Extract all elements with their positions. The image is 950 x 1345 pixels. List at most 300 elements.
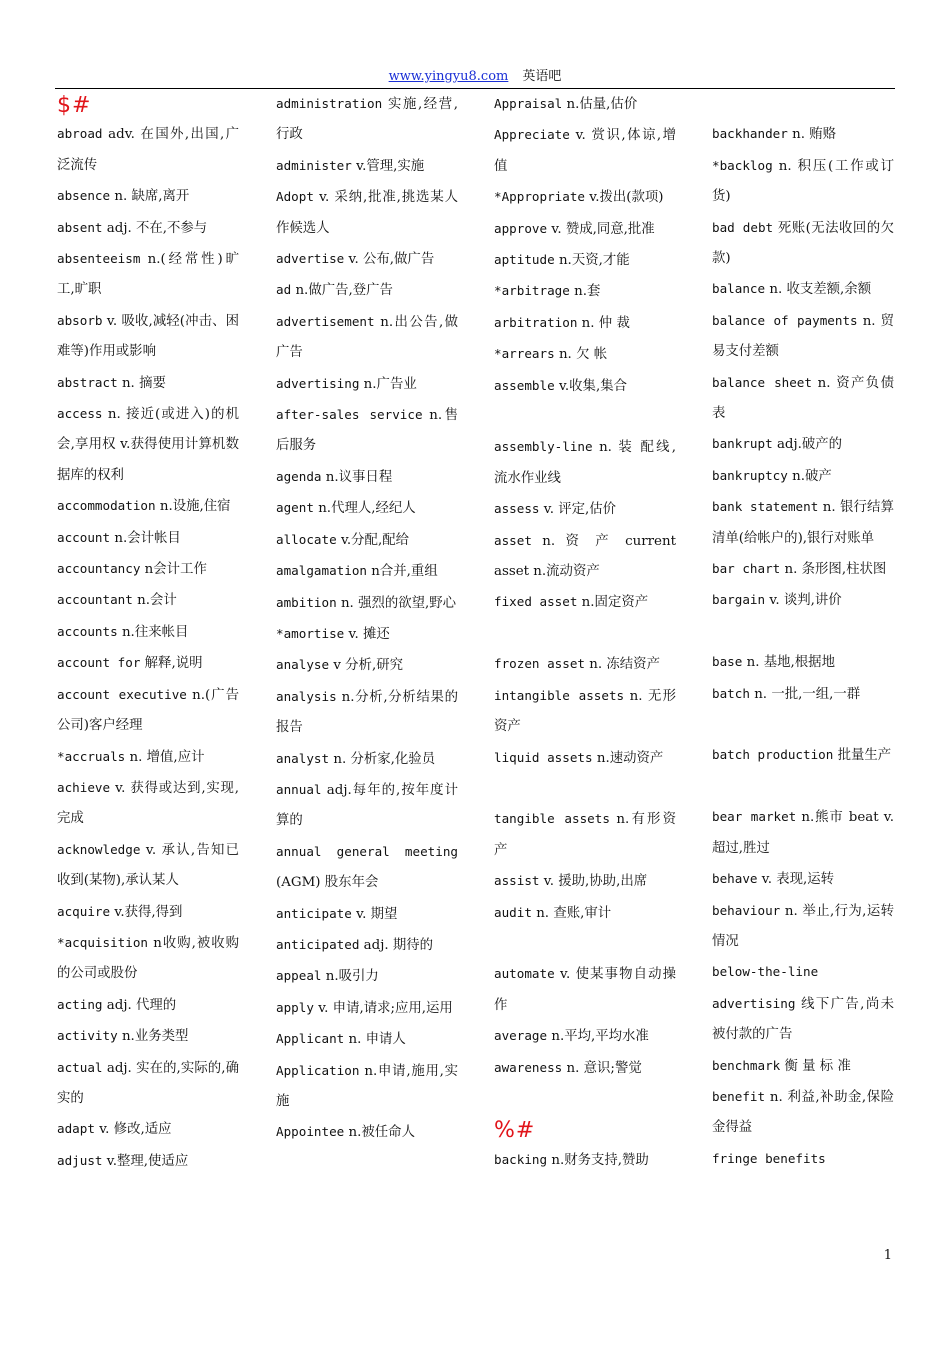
entry-definition: n. 申请人 <box>348 1032 406 1048</box>
entry-term: intangible assets <box>494 687 625 703</box>
entry-definition: v. 采纳,批准,挑选某人作候选人 <box>276 190 458 236</box>
entry-term: arbitration <box>494 314 578 330</box>
entry-term: Appointee <box>276 1124 345 1140</box>
entry-term: behaviour <box>712 902 781 918</box>
entry-term: after-sales service <box>276 407 423 423</box>
entry-definition: n.业务类型 <box>121 1029 189 1045</box>
glossary-entry <box>57 835 239 897</box>
glossary-entry <box>276 588 458 619</box>
entry-term: acquire <box>57 903 111 919</box>
glossary-entry <box>57 181 239 212</box>
entry-term: asset <box>494 532 532 548</box>
glossary-entry <box>712 896 894 958</box>
entry-definition: v. 评定,估价 <box>543 502 617 518</box>
glossary-entry <box>712 864 894 895</box>
entry-definition: n.出公告,做广告 <box>276 314 458 361</box>
entry-term: batch production <box>712 747 834 763</box>
entry-term: benefit <box>712 1088 766 1104</box>
column-4 <box>712 89 894 1175</box>
glossary-entry <box>57 742 239 773</box>
glossary-entry <box>712 151 894 213</box>
glossary-entry <box>494 308 676 339</box>
entry-term: assess <box>494 501 540 517</box>
entry-definition: 线下广告,尚未被付款的广告 <box>712 996 894 1043</box>
entry-definition: v.管理,实施 <box>356 158 425 174</box>
glossary-entry <box>57 897 239 928</box>
section-heading: $# <box>57 93 92 118</box>
entry-definition: adj. 代理的 <box>106 997 177 1013</box>
entry-definition: n.广告业 <box>363 376 417 392</box>
glossary-entry <box>276 244 458 275</box>
entry-definition: n. 冻结资产 <box>589 657 660 673</box>
entry-definition: n.(经常性)旷工,旷职 <box>57 252 239 298</box>
entry-definition: n.会计 <box>137 593 177 609</box>
entry-definition: n.天资,才能 <box>558 253 630 269</box>
glossary-entry <box>276 1024 458 1055</box>
glossary-entry <box>276 1056 458 1118</box>
entry-definition: 批量生产 <box>837 748 892 764</box>
spacer <box>712 617 894 647</box>
entry-term: approve <box>494 220 548 236</box>
entry-definition: (AGM) 股东年会 <box>276 875 379 891</box>
glossary-entry <box>276 837 458 899</box>
entry-definition: v.分配,配给 <box>340 532 409 548</box>
entry-term: acting <box>57 996 103 1012</box>
glossary-entry <box>712 368 894 430</box>
spacer <box>494 929 676 959</box>
glossary-entry <box>712 957 894 988</box>
glossary-entry <box>276 462 458 493</box>
entry-definition: n.平均,平均水准 <box>551 1029 649 1045</box>
entry-term: Application <box>276 1062 360 1078</box>
glossary-entry <box>712 554 894 585</box>
glossary-entry <box>712 647 894 678</box>
entry-term: absorb <box>57 312 103 328</box>
entry-definition: n. 贿赂 <box>792 127 837 143</box>
spacer <box>712 772 894 802</box>
glossary-entry <box>494 649 676 680</box>
glossary-entry <box>494 120 676 182</box>
entry-definition: n. 资产负债表 <box>712 375 894 422</box>
entry-term: Applicant <box>276 1031 345 1047</box>
entry-definition: n.(广告公司)客户经理 <box>57 687 239 734</box>
glossary-entry <box>712 1051 894 1082</box>
entry-definition: n. 资 产 current asset n.流动资产 <box>494 533 676 580</box>
entry-term: access <box>57 406 103 422</box>
entry-definition: adv. 在国外,出国,广泛流传 <box>57 127 239 173</box>
glossary-entry <box>712 1082 894 1144</box>
spacer <box>712 89 894 119</box>
entry-definition: v 分析,研究 <box>333 658 403 674</box>
entry-term: advertisement <box>276 313 375 329</box>
entry-definition: n.被任命人 <box>348 1125 415 1141</box>
entry-definition: n. 意识;警觉 <box>566 1060 642 1076</box>
glossary-entry <box>276 993 458 1024</box>
entry-term: behave <box>712 871 758 887</box>
entry-term: Appraisal <box>494 96 563 111</box>
glossary-entry <box>494 743 676 774</box>
glossary-entry <box>712 585 894 616</box>
entry-term: *arbitrage <box>494 283 570 299</box>
entry-term: audit <box>494 904 532 920</box>
entry-definition: n. 基地,根据地 <box>746 655 835 671</box>
glossary-entry <box>57 1114 239 1145</box>
glossary-entry <box>712 461 894 492</box>
entry-definition: n.售后服务 <box>276 408 459 454</box>
entry-term: accountancy <box>57 561 141 577</box>
glossary-entry <box>494 182 676 213</box>
glossary-entry <box>57 119 239 181</box>
entry-definition: n. 利益,补助金,保险金得益 <box>712 1089 894 1136</box>
entry-definition: 解释,说明 <box>144 656 203 672</box>
entry-definition: n. 查账,审计 <box>536 905 612 921</box>
column-2 <box>276 89 458 1149</box>
glossary-entry <box>276 744 458 775</box>
entry-term: analyse <box>276 657 330 673</box>
entry-definition: n.财务支持,赞助 <box>551 1152 649 1168</box>
entry-definition: n. 仲 裁 <box>581 315 630 331</box>
glossary-entry <box>494 1053 676 1084</box>
entry-term: benchmark <box>712 1057 781 1073</box>
entry-definition: n.估量,估价 <box>566 97 638 112</box>
spacer <box>494 1084 676 1114</box>
entry-term: appeal <box>276 968 322 984</box>
entry-definition: n.代理人,经纪人 <box>318 501 416 517</box>
entry-term: bankrupt <box>712 436 773 452</box>
glossary-entry <box>276 1117 458 1148</box>
section-heading: %# <box>494 1118 536 1144</box>
entry-definition: n.做广告,登广告 <box>295 283 393 299</box>
entry-term: assembly-line <box>494 439 593 455</box>
glossary-entry <box>276 556 458 587</box>
page-header <box>55 68 895 89</box>
glossary-entry <box>57 1053 239 1115</box>
entry-definition: v. 赞成,同意,批准 <box>551 221 655 237</box>
entry-term: batch <box>712 685 750 701</box>
glossary-entry <box>712 119 894 150</box>
entry-term: absenteeism <box>57 251 141 267</box>
glossary-entry <box>494 276 676 307</box>
glossary-entry <box>57 617 239 648</box>
entry-term: annual general meeting <box>276 843 458 859</box>
glossary-entry <box>276 682 458 744</box>
entry-term: awareness <box>494 1059 563 1075</box>
entry-term: bankruptcy <box>712 467 788 483</box>
entry-term: *backlog <box>712 157 773 173</box>
entry-term: agent <box>276 500 314 516</box>
entry-definition: adj.每年的,按年度计算的 <box>276 782 458 829</box>
entry-term: administer <box>276 157 352 173</box>
entry-definition: n.会计帐目 <box>114 530 181 546</box>
entry-term: assist <box>494 873 540 889</box>
entry-term: apply <box>276 999 314 1015</box>
entry-definition: v. 修改,适应 <box>99 1122 172 1138</box>
entry-term: tangible assets <box>494 811 610 827</box>
entry-definition: n.套 <box>574 284 601 300</box>
entry-definition: n. 欠 帐 <box>558 347 608 363</box>
entry-definition: v. 赏识,体谅,增值 <box>494 128 676 174</box>
glossary-entry <box>712 306 894 368</box>
glossary-entry <box>276 961 458 992</box>
glossary-entry <box>276 369 458 400</box>
glossary-entry <box>57 554 239 585</box>
entry-term: *accruals <box>57 748 126 764</box>
entry-definition: n. 举止,行为,运转情况 <box>712 903 894 949</box>
entry-term: advertising <box>712 995 796 1011</box>
entry-term: account executive <box>57 686 187 702</box>
entry-term: amalgamation <box>276 563 367 579</box>
entry-term: acknowledge <box>57 841 141 857</box>
glossary-entry <box>712 213 894 275</box>
entry-term: achieve <box>57 779 111 795</box>
entry-definition: n. 增值,应计 <box>129 749 205 765</box>
glossary-entry <box>276 899 458 930</box>
entry-definition: n会计工作 <box>144 562 207 578</box>
entry-definition: n. 无形资产 <box>494 688 676 735</box>
entry-definition: 死账(无法收回的欠款) <box>712 220 894 267</box>
entry-definition: n.往来帐目 <box>121 624 189 640</box>
entry-definition: adj. 实在的,实际的,确实的 <box>57 1060 239 1106</box>
glossary-entry <box>494 866 676 897</box>
glossary-entry <box>494 1021 676 1052</box>
column-1 <box>57 89 239 1177</box>
entry-term: balance sheet <box>712 374 812 390</box>
site-name: 英语吧 <box>522 69 562 84</box>
glossary-entry <box>712 492 894 554</box>
entry-definition: n. 分析家,化验员 <box>333 751 436 767</box>
entry-definition: v. 承认,告知已收到(某物),承认某人 <box>57 842 239 889</box>
glossary-entry <box>276 619 458 650</box>
entry-term: below-the-line <box>712 964 819 980</box>
entry-term: fringe benefits <box>712 1150 826 1166</box>
glossary-entry <box>276 775 458 837</box>
entry-definition: v. 谈判,讲价 <box>769 593 842 609</box>
glossary-entry <box>276 275 458 306</box>
entry-definition: v. 吸收,减轻(冲击、困难等)作用或影响 <box>57 313 240 360</box>
entry-term: accounts <box>57 623 118 639</box>
glossary-entry <box>57 1146 239 1177</box>
entry-term: annual <box>276 781 322 797</box>
glossary-entry <box>494 959 676 1021</box>
entry-definition: v.整理,使适应 <box>106 1153 189 1169</box>
glossary-entry <box>276 493 458 524</box>
glossary-entry <box>57 990 239 1021</box>
glossary-entry <box>57 585 239 616</box>
entry-definition: n.熊市 beat v. 超过,胜过 <box>712 810 894 856</box>
glossary-entry <box>57 773 239 835</box>
glossary-entry <box>57 213 239 244</box>
glossary-entry <box>276 151 458 182</box>
entry-definition: v. 公布,做广告 <box>348 252 435 268</box>
glossary-entry <box>494 898 676 929</box>
glossary-entry <box>712 679 894 710</box>
entry-definition: n. 条形图,柱状图 <box>784 562 887 578</box>
entry-definition: n. 贸易支付差额 <box>712 313 895 360</box>
entry-term: *acquisition <box>57 934 148 950</box>
column-3 <box>494 89 676 1176</box>
entry-definition: 衡 量 标 准 <box>784 1058 851 1074</box>
glossary-entry <box>494 526 676 588</box>
entry-definition: v. 摊还 <box>348 626 390 642</box>
entry-definition: v. 期望 <box>356 906 398 922</box>
entry-term: fixed asset <box>494 594 578 610</box>
glossary-entry <box>57 680 239 742</box>
entry-term: absence <box>57 188 111 204</box>
entry-term: bargain <box>712 592 766 608</box>
entry-definition: n.固定资产 <box>581 595 649 611</box>
entry-definition: adj.破产的 <box>776 437 843 453</box>
entry-term: adjust <box>57 1152 103 1168</box>
entry-term: aptitude <box>494 252 555 268</box>
entry-definition: n. 缺席,离开 <box>114 189 190 205</box>
entry-definition: n.申请,施用,实施 <box>276 1063 458 1109</box>
entry-term: anticipated <box>276 936 360 952</box>
entry-term: backing <box>494 1151 548 1167</box>
entry-definition: n. 积压(工作或订货) <box>712 158 894 205</box>
entry-term: ad <box>276 282 292 298</box>
entry-definition: v. 表现,运转 <box>761 872 835 888</box>
glossary-entry <box>57 491 239 522</box>
glossary-entry <box>276 182 458 244</box>
glossary-entry <box>57 368 239 399</box>
entry-term: analysis <box>276 688 337 704</box>
entry-term: activity <box>57 1028 118 1044</box>
entry-definition: v. 获得或达到,实现,完成 <box>57 780 239 827</box>
entry-term: frozen asset <box>494 656 585 672</box>
glossary-entry <box>494 339 676 370</box>
entry-definition: adj. 不在,不参与 <box>106 220 208 236</box>
page-number: 1 <box>883 1248 892 1263</box>
entry-term: actual <box>57 1059 103 1075</box>
entry-definition: n合并,重组 <box>371 564 438 580</box>
entry-term: bar chart <box>712 561 781 577</box>
entry-term: assemble <box>494 377 555 393</box>
glossary-entry <box>712 274 894 305</box>
entry-term: backhander <box>712 126 788 142</box>
entry-definition: n.设施,住宿 <box>159 499 231 515</box>
glossary-entry <box>57 523 239 554</box>
glossary-entry <box>712 802 894 864</box>
glossary-entry <box>494 494 676 525</box>
entry-definition: 实施,经营,行政 <box>276 97 458 143</box>
entry-definition: n. 收支差额,余额 <box>769 282 872 298</box>
entry-term: Appreciate <box>494 127 570 143</box>
entry-definition: n.分析,分析结果的报告 <box>276 689 458 736</box>
glossary-entry <box>494 1145 676 1176</box>
entry-definition: v.拨出(款项) <box>589 190 664 206</box>
glossary-entry <box>57 244 239 306</box>
entry-definition: n. 银行结算清单(给帐户的),银行对账单 <box>712 500 894 546</box>
entry-term: bank statement <box>712 499 819 515</box>
entry-term: balance of payments <box>712 312 858 328</box>
entry-definition: v.收集,集合 <box>558 378 627 394</box>
entry-term: average <box>494 1028 548 1044</box>
entry-term: balance <box>712 281 766 297</box>
entry-definition: n.有形资产 <box>494 812 676 858</box>
glossary-entry <box>494 432 676 494</box>
entry-term: *Appropriate <box>494 189 585 205</box>
entry-definition: n. 接近(或进入)的机会,享用权 v.获得使用计算机数据库的权利 <box>57 407 239 483</box>
glossary-entry <box>276 650 458 681</box>
entry-term: agenda <box>276 468 322 484</box>
entry-definition: n.吸引力 <box>325 969 379 985</box>
entry-definition: n. 摘要 <box>121 375 166 391</box>
entry-term: allocate <box>276 531 337 547</box>
entry-definition: v. 申请,请求;应用,运用 <box>318 1000 453 1016</box>
spacer <box>494 619 676 649</box>
glossary-entry <box>57 306 239 368</box>
entry-term: anticipate <box>276 905 352 921</box>
glossary-entry <box>57 648 239 679</box>
glossary-entry <box>494 245 676 276</box>
glossary-entry <box>712 1144 894 1175</box>
entry-definition: n.议事日程 <box>325 469 393 485</box>
entry-definition: adj. 期待的 <box>363 937 434 953</box>
glossary-entry <box>494 804 676 866</box>
entry-term: bear market <box>712 809 797 825</box>
entry-term: Adopt <box>276 189 314 205</box>
entry-term: base <box>712 654 743 670</box>
glossary-entry <box>276 930 458 961</box>
entry-term: *amortise <box>276 625 345 641</box>
entry-term: *arrears <box>494 346 555 362</box>
entry-term: account <box>57 529 111 545</box>
glossary-entry <box>57 399 239 491</box>
glossary-entry <box>712 989 894 1051</box>
entry-term: administration <box>276 96 383 111</box>
entry-definition: n. 一批,一组,一群 <box>754 686 861 702</box>
entry-definition: n. 强烈的欲望,野心 <box>340 595 457 611</box>
entry-term: automate <box>494 966 555 982</box>
glossary-entry <box>57 1021 239 1052</box>
glossary-entry <box>276 307 458 369</box>
glossary-entry <box>276 525 458 556</box>
entry-definition: n.速动资产 <box>596 750 664 766</box>
entry-term: advertising <box>276 375 360 391</box>
entry-term: abstract <box>57 374 118 390</box>
glossary-entry <box>494 681 676 743</box>
glossary-entry <box>57 928 239 990</box>
entry-term: bad debt <box>712 219 774 235</box>
site-link[interactable]: www.yingyu8.com <box>388 69 509 84</box>
glossary-entry <box>494 89 676 120</box>
entry-term: ambition <box>276 594 337 610</box>
entry-definition: n.破产 <box>792 468 832 484</box>
entry-definition: v.获得,得到 <box>114 904 183 920</box>
entry-term: absent <box>57 219 103 235</box>
spacer <box>712 710 894 740</box>
entry-term: accountant <box>57 592 133 608</box>
entry-definition: v. 使某事物自动操作 <box>494 967 676 1013</box>
spacer <box>494 402 676 432</box>
entry-term: accommodation <box>57 498 156 514</box>
glossary-entry <box>494 214 676 245</box>
spacer <box>494 774 676 804</box>
glossary-entry <box>494 587 676 618</box>
entry-definition: n. 装 配线,流水作业线 <box>494 440 676 486</box>
entry-definition: v. 援助,协助,出席 <box>543 874 648 890</box>
glossary-entry <box>712 429 894 460</box>
entry-term: analyst <box>276 750 330 766</box>
glossary-entry <box>494 371 676 402</box>
entry-term: liquid assets <box>494 749 593 765</box>
entry-term: abroad <box>57 126 103 142</box>
entry-term: account for <box>57 655 141 671</box>
glossary-entry <box>712 740 894 771</box>
glossary-entry <box>276 400 458 462</box>
entry-term: adapt <box>57 1121 95 1137</box>
entry-definition: n收购,被收购的公司或股份 <box>57 935 239 982</box>
